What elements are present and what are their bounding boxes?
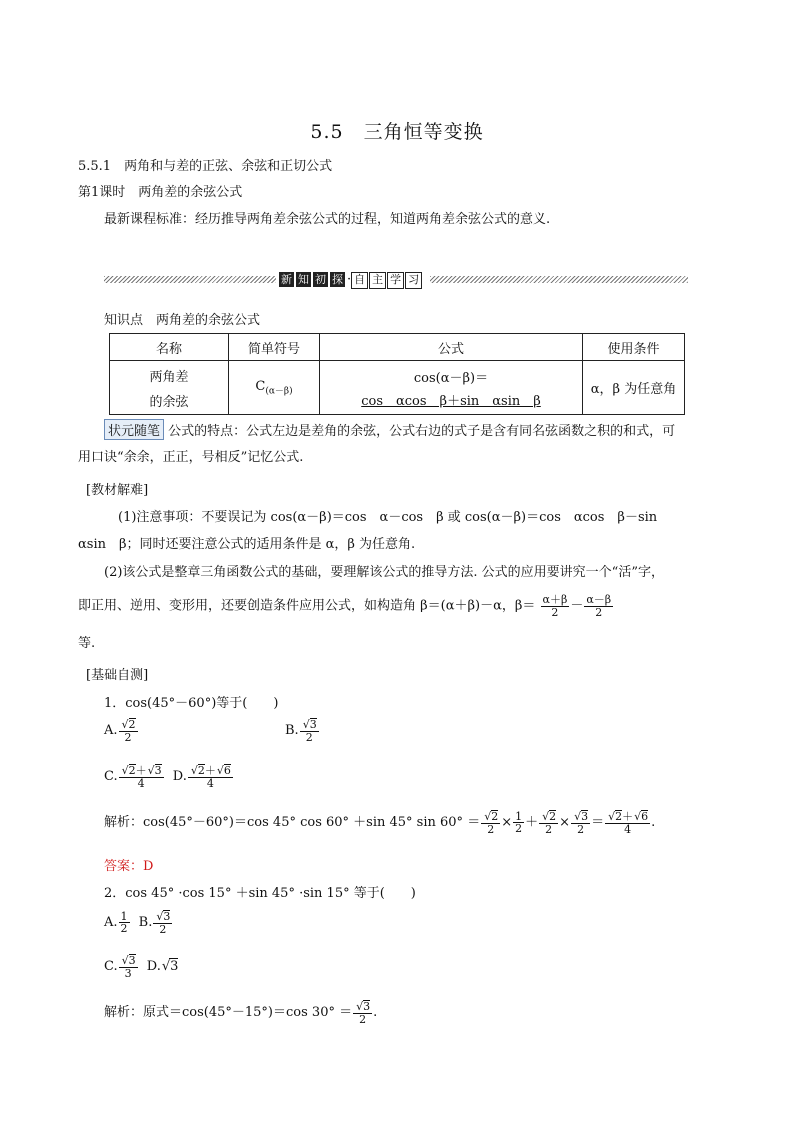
denominator: 2 [359,1012,367,1026]
jiaocai-p2b-line [78,594,614,618]
option-label: A. [104,915,118,931]
banner-title [279,272,423,289]
banner-right-rule [430,276,688,283]
plus: ＋ [204,764,216,777]
symbol-sub: (α－β) [265,386,293,397]
option-label: B. [285,723,299,739]
option-value [119,764,164,789]
jiaocai-p2b: 即正用、逆用、变形用，还要创造条件应用公式，如构造角 β＝(α＋β)－α，β＝ [78,598,536,614]
option-value [119,911,130,935]
sqrt3: √ 3 [581,810,588,823]
denominator: 4 [624,822,632,836]
table-header: 名称 [110,334,229,361]
option-value [300,718,319,743]
banner-dot: · [347,272,352,287]
name-line1: 两角差 [149,369,189,385]
option-value [119,718,138,743]
table-header: 使用条件 [583,334,685,361]
q1-option-b [285,718,320,743]
q2-option-ab [104,910,173,935]
numerator: 1 [515,809,523,823]
banner-char: 习 [405,272,422,289]
sqrt2: √ 2 [198,764,205,777]
sqrt3: √ 3 [163,910,170,923]
formula-table [109,333,685,415]
option-value [161,959,179,974]
numerator: α＋β [542,593,568,606]
denominator: 2 [159,922,167,936]
option-label: A. [104,723,118,739]
frac [353,1000,372,1025]
sqrt2: √ 2 [549,810,556,823]
sqrt3: √ 3 [310,718,317,731]
tip-text-2: 用口诀“余余，正正，号相反”记忆公式. [78,450,304,465]
denominator: 4 [206,776,214,790]
numerator: α－β [586,593,612,606]
banner-left-rule [104,276,276,283]
table-cell-name [110,361,229,415]
q1-option-a [104,718,139,743]
jichu-label: [基础自测] [86,668,149,683]
page-title: 5.5 三角恒等变换 [310,121,484,143]
sqrt2: √ 2 [491,810,498,823]
course-standard: 最新课程标准：经历推导两角差余弦公式的过程，知道两角差余弦公式的意义. [104,212,551,227]
sqrt3: √ 3 [129,954,136,967]
denominator: 2 [515,822,523,836]
option-label: C. [104,959,118,975]
tip-text: 公式的特点：公式左边是差角的余弦，公式右边的式子是含有同名弦函数之积的和式，可 [168,424,676,439]
sqrt3: √ 3 [363,1000,370,1013]
times: × [559,815,571,831]
banner-char: 学 [387,272,404,289]
jiaocai-p1b: αsin β；同时还要注意公式的适用条件是 α，β 为任意角. [78,537,416,552]
table-cell-condition: α，β 为任意角 [583,361,685,415]
banner-char: 自 [351,272,368,289]
frac [481,810,500,835]
frac-half-diff [584,594,613,618]
sqrt6: √ 6 [224,764,231,777]
jiaocai-p1a: (1)注意事项：不要误记为 cos(α－β)＝cos α－cos β 或 cos(α－β)＝cos αcos β－sin [118,510,658,525]
banner-char: 探 [332,273,343,286]
equals: ＝ [591,815,605,831]
frac [605,810,650,835]
option-value [119,954,138,979]
sqrt2: √ 2 [129,764,136,777]
option-label: D. [172,769,187,785]
denominator: 2 [551,605,559,619]
option-label: C. [104,769,118,785]
q2-stem: 2．cos 45° ·cos 15° ＋sin 45° ·sin 15° 等于( ) [104,886,416,901]
table-header: 公式 [320,334,583,361]
q1-answer: 答案：D [104,859,154,874]
analysis-text: 解析：原式＝cos(45°－15°)＝cos 30° ＝ [104,1005,353,1021]
denominator: 2 [487,822,495,836]
banner-char: 新 [281,273,292,286]
jiaocai-p2c: 等. [78,636,96,651]
q1-analysis [104,810,655,835]
jiaocai-label: [教材解难] [86,483,149,498]
lesson-heading: 第1课时 两角差的余弦公式 [78,185,243,200]
denominator: 4 [137,776,145,790]
q1-option-cd [104,764,234,789]
denominator: 2 [305,730,313,744]
plus: ＋ [622,810,634,823]
table-cell-formula [320,361,583,415]
sqrt2: √ 2 [615,810,622,823]
denominator: 2 [124,730,132,744]
denominator: 2 [120,922,128,936]
times: × [501,815,513,831]
period: . [651,815,656,831]
banner-char: 主 [369,272,386,289]
plus: ＋ [525,815,539,831]
denominator: 2 [577,822,585,836]
frac-half-sum [541,594,570,618]
jiaocai-p2a: (2)该公式是整章三角函数公式的基础，要理解该公式的推导方法. 公式的应用要讲究一个“活”字， [104,565,664,580]
frac [571,810,590,835]
banner-char: 知 [298,273,309,286]
q2-option-cd [104,954,178,979]
sqrt2: √ 2 [129,718,136,731]
q1-stem: 1．cos(45°－60°)等于( ) [104,696,279,711]
option-value [188,764,233,789]
analysis-text: 解析：cos(45°－60°)＝cos 45° cos 60° ＋sin 45° sin 60° ＝ [104,815,481,831]
sqrt3: √ 3 [155,764,162,777]
option-label: B. [138,915,153,931]
sqrt3: √ 3 [169,958,179,974]
denominator: 3 [124,966,132,980]
plus: ＋ [135,764,147,777]
numerator: 1 [120,909,128,923]
formula-line2: cos αcos β＋sin αsin β [361,393,541,409]
formula-line1: cos(α－β)＝ [413,370,489,386]
banner-char: 初 [315,273,326,286]
tip-line [104,419,675,440]
tip-badge: 状元随笔 [104,419,164,440]
option-value [153,910,172,935]
option-label: D. [146,959,161,975]
table-header: 简单符号 [229,334,320,361]
denominator: 2 [595,605,603,619]
frac [539,810,558,835]
section-heading: 5.5.1 两角和与差的正弦、余弦和正切公式 [78,159,333,174]
q2-analysis [104,1000,377,1025]
denominator: 2 [545,822,553,836]
sqrt6: √ 6 [641,810,648,823]
table-cell-symbol [229,361,320,415]
frac [513,811,524,835]
period: . [373,1005,378,1021]
name-line2: 的余弦 [149,394,189,410]
minus-sign: － [570,598,584,614]
knowledge-point: 知识点 两角差的余弦公式 [104,313,261,328]
symbol-c: C [255,378,266,394]
